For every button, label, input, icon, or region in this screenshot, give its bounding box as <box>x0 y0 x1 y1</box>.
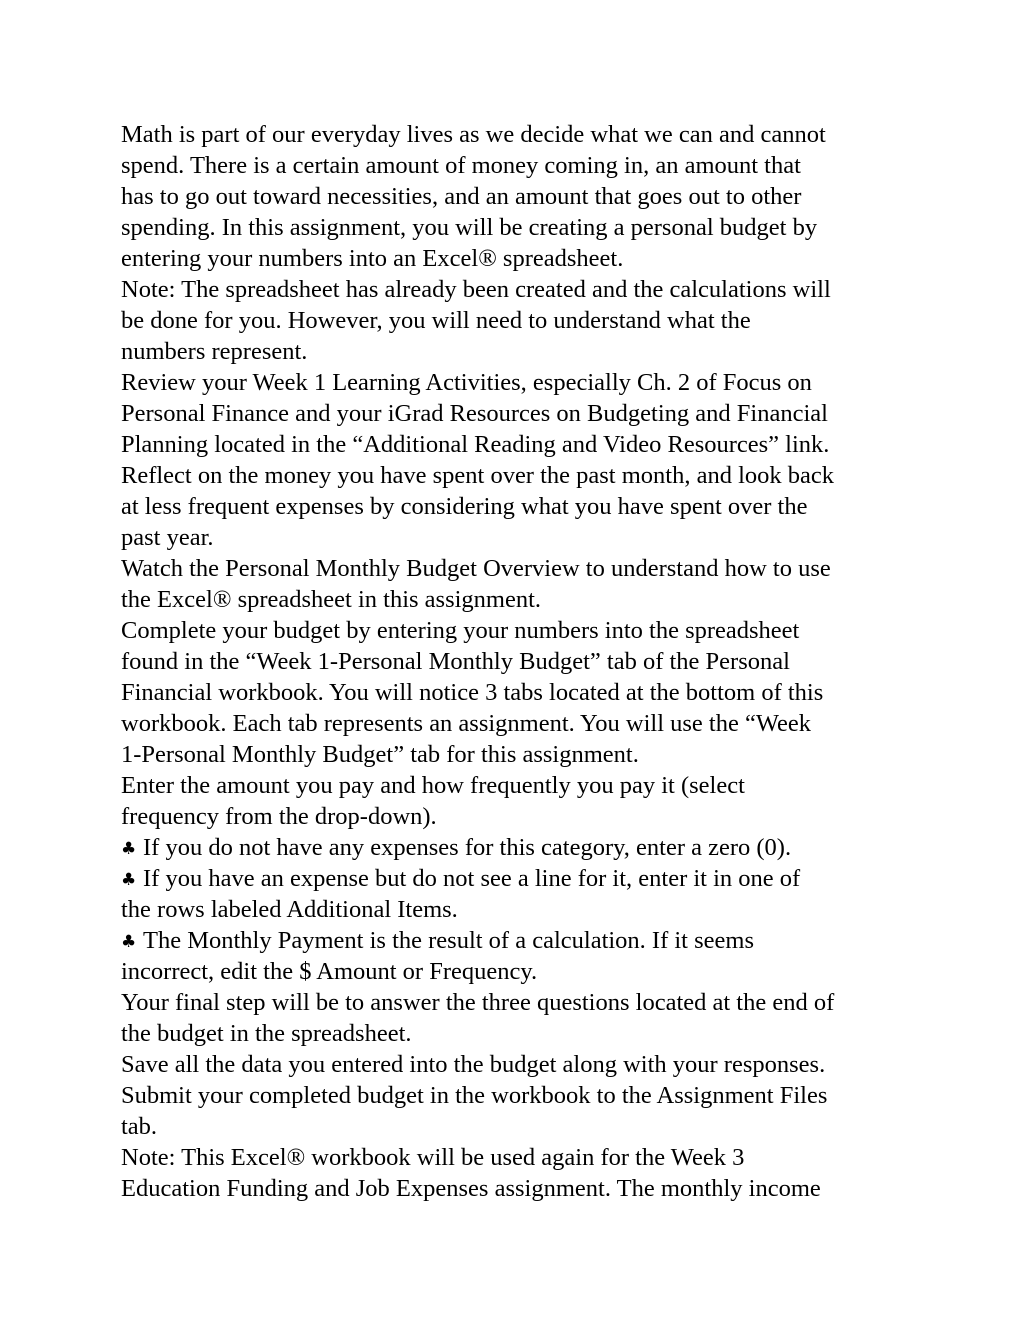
line-text: Financial workbook. You will notice 3 tabs located at the bottom of this <box>121 679 824 706</box>
text-line <box>121 987 921 1018</box>
line-text: at less frequent expenses by considering what you have spent over the <box>121 493 808 520</box>
line-text: 1-Personal Monthly Budget” tab for this assignment. <box>121 741 639 768</box>
text-line <box>121 677 921 708</box>
text-line <box>121 646 921 677</box>
club-bullet-icon: ♣ <box>121 932 137 952</box>
text-line <box>121 584 921 615</box>
text-line <box>121 181 921 212</box>
text-line <box>121 243 921 274</box>
text-line <box>121 336 921 367</box>
line-text: incorrect, edit the $ Amount or Frequency. <box>121 958 538 985</box>
text-line <box>121 491 921 522</box>
line-text: Your final step will be to answer the three questions located at the end of <box>121 989 835 1016</box>
club-bullet-icon: ♣ <box>121 870 137 890</box>
line-text: has to go out toward necessities, and an amount that goes out to other <box>121 183 802 210</box>
text-line <box>121 894 921 925</box>
text-line <box>121 770 921 801</box>
line-text: the rows labeled Additional Items. <box>121 896 458 923</box>
text-line <box>121 615 921 646</box>
text-line <box>121 398 921 429</box>
text-line <box>121 212 921 243</box>
text-line <box>121 708 921 739</box>
text-line <box>121 956 921 987</box>
text-line <box>121 553 921 584</box>
line-text: found in the “Week 1-Personal Monthly Budget” tab of the Personal <box>121 648 790 675</box>
line-text: Personal Finance and your iGrad Resources on Budgeting and Financial <box>121 400 828 427</box>
text-line <box>121 305 921 336</box>
bullet-line <box>121 832 921 863</box>
text-line <box>121 1142 921 1173</box>
line-text: numbers represent. <box>121 338 308 365</box>
line-text: Save all the data you entered into the budget along with your responses. <box>121 1051 826 1078</box>
line-text: entering your numbers into an Excel® spreadsheet. <box>121 245 624 272</box>
text-line <box>121 429 921 460</box>
text-line <box>121 739 921 770</box>
text-line <box>121 274 921 305</box>
line-text: Note: This Excel® workbook will be used again for the Week 3 <box>121 1144 745 1171</box>
club-bullet-icon: ♣ <box>121 839 137 859</box>
bullet-line <box>121 863 921 894</box>
text-line <box>121 801 921 832</box>
text-line <box>121 1049 921 1080</box>
line-text: Note: The spreadsheet has already been created and the calculations will <box>121 276 831 303</box>
line-text: Complete your budget by entering your numbers into the spreadsheet <box>121 617 800 644</box>
text-line <box>121 522 921 553</box>
line-text: Math is part of our everyday lives as we decide what we can and cannot <box>121 121 826 148</box>
text-line <box>121 150 921 181</box>
text-line <box>121 1080 921 1111</box>
line-text: tab. <box>121 1113 158 1140</box>
line-text: The Monthly Payment is the result of a calculation. If it seems <box>143 927 754 954</box>
line-text: spend. There is a certain amount of money coming in, an amount that <box>121 152 801 179</box>
line-text: Reflect on the money you have spent over the past month, and look back <box>121 462 835 489</box>
line-text: be done for you. However, you will need to understand what the <box>121 307 751 334</box>
line-text: Education Funding and Job Expenses assignment. The monthly income <box>121 1175 821 1202</box>
text-line <box>121 1173 921 1204</box>
document-body <box>121 119 921 1204</box>
text-line <box>121 1018 921 1049</box>
line-text: workbook. Each tab represents an assignment. You will use the “Week <box>121 710 811 737</box>
line-text: Review your Week 1 Learning Activities, especially Ch. 2 of Focus on <box>121 369 812 396</box>
line-text: Submit your completed budget in the workbook to the Assignment Files <box>121 1082 828 1109</box>
line-text: the budget in the spreadsheet. <box>121 1020 412 1047</box>
line-text: past year. <box>121 524 214 551</box>
line-text: Watch the Personal Monthly Budget Overview to understand how to use <box>121 555 831 582</box>
line-text: Planning located in the “Additional Reading and Video Resources” link. <box>121 431 830 458</box>
text-line <box>121 119 921 150</box>
line-text: If you do not have any expenses for this category, enter a zero (0). <box>143 834 792 861</box>
line-text: spending. In this assignment, you will be creating a personal budget by <box>121 214 818 241</box>
text-line <box>121 367 921 398</box>
line-text: the Excel® spreadsheet in this assignment. <box>121 586 542 613</box>
line-text: If you have an expense but do not see a line for it, enter it in one of <box>143 865 801 892</box>
text-line <box>121 460 921 491</box>
text-line <box>121 1111 921 1142</box>
line-text: frequency from the drop-down). <box>121 803 437 830</box>
line-text: Enter the amount you pay and how frequently you pay it (select <box>121 772 745 799</box>
bullet-line <box>121 925 921 956</box>
